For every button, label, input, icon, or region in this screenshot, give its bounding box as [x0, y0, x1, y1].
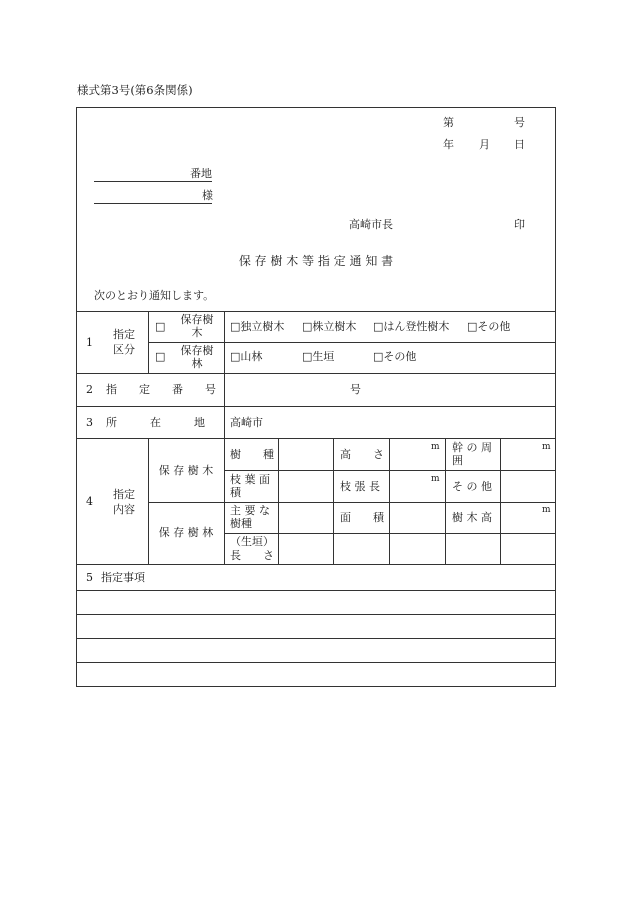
honorific: 様 [202, 189, 213, 202]
line-v4 [278, 438, 279, 564]
issuer: 高崎市長 [349, 218, 393, 231]
line-h2 [148, 342, 556, 343]
line-h13 [76, 662, 556, 663]
hedge-length-label: （生垣） 長 さ [230, 535, 274, 562]
row1-tree-checkbox[interactable]: □ [155, 320, 166, 333]
line-v3 [148, 438, 149, 564]
area-label: 面 積 [340, 511, 384, 524]
row5-label: 指定事項 [101, 571, 145, 584]
trunk-unit: m [542, 442, 551, 452]
row1-label: 指定 区分 [113, 328, 135, 356]
height-unit: m [431, 442, 440, 452]
row1-tree-label: 保存樹 木 [180, 313, 214, 339]
date-year: 年 [443, 138, 454, 151]
row3-label: 所 在 地 [106, 416, 205, 429]
line-h9 [76, 564, 556, 565]
height-label: 高 さ [340, 448, 384, 461]
line-v6 [389, 438, 390, 564]
row5-num: 5 [86, 571, 93, 584]
row4-num: 4 [86, 495, 93, 508]
option-mountain-forest[interactable]: □山林 [230, 350, 263, 363]
option-clump[interactable]: □株立樹木 [302, 320, 357, 333]
row1-forest-label: 保存樹 林 [180, 344, 214, 370]
option-hedge[interactable]: □生垣 [302, 350, 335, 363]
address-label: 番地 [190, 167, 212, 180]
option-forest-other[interactable]: □その他 [373, 350, 417, 363]
branch-unit: m [431, 474, 440, 484]
row1-num: 1 [86, 336, 93, 349]
line-v2 [224, 311, 225, 564]
line-v8 [500, 438, 501, 564]
row1-forest-checkbox[interactable]: □ [155, 350, 166, 363]
line-h10 [76, 590, 556, 591]
trunk-label: 幹 の 周 囲 [452, 441, 492, 467]
line-h3 [76, 373, 556, 374]
form-frame [76, 107, 556, 687]
line-h12 [76, 638, 556, 639]
option-independent[interactable]: □独立樹木 [230, 320, 285, 333]
number-suffix: 号 [514, 116, 525, 129]
name-underline [94, 203, 212, 204]
line-h11 [76, 614, 556, 615]
row2-suffix: 号 [350, 383, 361, 396]
line-h7 [148, 502, 556, 503]
main-species-label: 主 要 な 樹種 [230, 504, 270, 530]
option-climbing[interactable]: □はん登性樹木 [373, 320, 450, 333]
row3-num: 3 [86, 416, 93, 429]
row2-label: 指 定 番 号 [106, 383, 216, 396]
species-label: 樹 種 [230, 448, 274, 461]
date-month: 月 [479, 138, 490, 151]
branch-label: 枝 張 長 [340, 480, 380, 493]
line-v7 [445, 438, 446, 564]
line-h6 [224, 470, 556, 471]
other-label: そ の 他 [452, 480, 492, 493]
line-h4 [76, 406, 556, 407]
leaf-area-label: 枝 葉 面 積 [230, 473, 270, 499]
form-label: 様式第3号(第6条関係) [77, 83, 193, 97]
date-day: 日 [514, 138, 525, 151]
line-v1 [148, 311, 149, 373]
tree-height-unit: m [542, 505, 551, 515]
row3-value: 高崎市 [230, 416, 263, 429]
row4-forest-label: 保 存 樹 林 [158, 526, 214, 539]
document-title-text: 保 存 樹 木 等 指 定 通 知 書 [238, 254, 394, 268]
address-underline [94, 181, 212, 182]
row2-num: 2 [86, 383, 93, 396]
line-h8 [224, 533, 556, 534]
number-prefix: 第 [443, 116, 454, 129]
seal: 印 [514, 218, 525, 231]
row4-tree-label: 保 存 樹 木 [158, 464, 214, 477]
option-tree-other[interactable]: □その他 [467, 320, 511, 333]
intro-text: 次のとおり通知します。 [94, 289, 215, 302]
line-v5 [333, 438, 334, 564]
document-title [76, 255, 556, 267]
tree-height-label: 樹 木 高 [452, 511, 492, 524]
row4-label: 指定 内容 [113, 488, 135, 516]
